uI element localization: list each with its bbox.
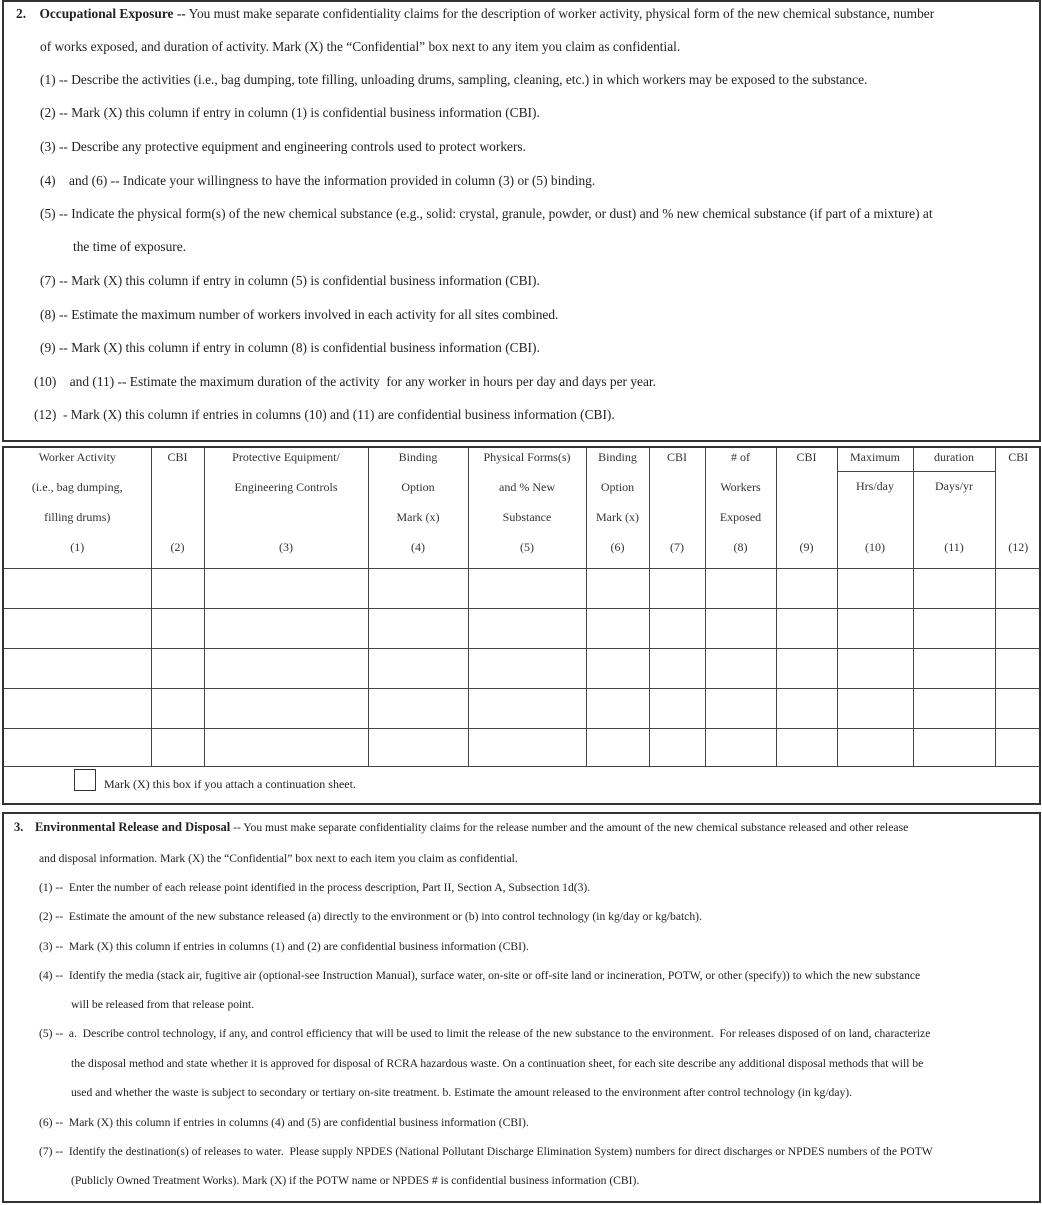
table-cell[interactable] (151, 649, 204, 689)
header-protective-equipment: Protective Equipment/ Engineering Controls (3) (204, 448, 368, 569)
table-cell[interactable] (837, 729, 913, 767)
section-3-item: (7) -- Identify the destination(s) of releases to water. Please supply NPDES (National Pollutant Discharge Elimination System) numbers for direct discharges or NPDES numbers of the POTW (39, 1145, 933, 1158)
table-header-row (4, 448, 1041, 569)
section-2-item: (5) -- Indicate the physical form(s) of the new chemical substance (e.g., solid: crystal, granule, powder, or dust) and % new chemical substance (if part of a mixture) at (40, 206, 933, 221)
continuation-sheet-label: Mark (X) this box if you attach a continuation sheet. (104, 777, 356, 791)
section-2-item: (9) -- Mark (X) this column if entry in column (8) is confidential business information (CBI). (40, 340, 540, 355)
table-row[interactable] (4, 729, 1041, 767)
table-row[interactable] (4, 569, 1041, 609)
table-cell[interactable] (204, 729, 368, 767)
table-cell[interactable] (705, 689, 776, 729)
table-cell[interactable] (368, 649, 468, 689)
table-cell[interactable] (368, 729, 468, 767)
section-3-item: (4) -- Identify the media (stack air, fugitive air (optional-see Instruction Manual), surface water, on-site or off-site land or incineration, POTW, or other (specify)) to which the new substance (39, 969, 921, 982)
exposure-grid (4, 448, 1041, 767)
table-cell[interactable] (776, 649, 837, 689)
section-3-item: (2) -- Estimate the amount of the new substance released (a) directly to the environment or (b) into control technology (in kg/day or kg/batch). (39, 910, 702, 923)
section-3-item-continued: (Publicly Owned Treatment Works). Mark (X) if the POTW name or NPDES # is confidential business information (CBI). (71, 1174, 640, 1187)
section-2-item: (3) -- Describe any protective equipment and engineering controls used to protect workers. (40, 139, 526, 154)
section-3-item: (1) -- Enter the number of each release point identified in the process description, Part II, Section A, Subsection 1d(3). (39, 881, 591, 894)
table-cell[interactable] (995, 569, 1041, 609)
table-cell[interactable] (776, 729, 837, 767)
table-cell[interactable] (913, 569, 995, 609)
table-row[interactable] (4, 689, 1041, 729)
table-cell[interactable] (837, 609, 913, 649)
section-2-intro-text-1: You must make separate confidentiality claims for the description of worker activity, physical form of the new chemical substance, number (185, 6, 935, 21)
section-2-item: (1) -- Describe the activities (i.e., bag dumping, tote filling, unloading drums, sampling, cleaning, etc.) in which workers may be exposed to the substance. (40, 72, 868, 87)
table-cell[interactable] (586, 609, 649, 649)
table-cell[interactable] (913, 689, 995, 729)
table-cell[interactable] (837, 689, 913, 729)
table-cell[interactable] (151, 569, 204, 609)
section-3-item: (3) -- Mark (X) this column if entries in columns (1) and (2) are confidential business information (CBI). (39, 940, 529, 953)
table-cell[interactable] (649, 649, 705, 689)
table-cell[interactable] (995, 729, 1041, 767)
section-2-heading: Occupational Exposure -- (39, 6, 186, 21)
table-cell[interactable] (995, 609, 1041, 649)
table-cell[interactable] (151, 609, 204, 649)
header-max-hrs-day: Maximum Hrs/day (10) (837, 448, 913, 569)
table-cell[interactable] (913, 649, 995, 689)
table-cell[interactable] (204, 609, 368, 649)
section-2-item: (10) and (11) -- Estimate the maximum duration of the activity for any worker in hours per day and days per year. (34, 374, 656, 389)
table-cell[interactable] (468, 649, 586, 689)
table-cell[interactable] (151, 729, 204, 767)
header-worker-activity: Worker Activity (i.e., bag dumping, filling drums) (1) (4, 448, 151, 569)
section-3-environmental-release (2, 812, 1041, 1203)
table-cell[interactable] (649, 729, 705, 767)
section-2-intro-line-1 (16, 6, 934, 22)
section-3-item: (6) -- Mark (X) this column if entries in columns (4) and (5) are confidential business information (CBI). (39, 1116, 529, 1129)
section-3-item-continued: the disposal method and state whether it is approved for disposal of RCRA hazardous waste. On a continuation sheet, for each site describe any additional disposal methods that will be (71, 1057, 924, 1070)
section-2-item: (12) - Mark (X) this column if entries in columns (10) and (11) are confidential business information (CBI). (34, 407, 615, 422)
table-cell[interactable] (468, 689, 586, 729)
table-cell[interactable] (586, 689, 649, 729)
header-workers-exposed: # of Workers Exposed (8) (705, 448, 776, 569)
section-3-number: 3. (14, 820, 24, 834)
section-2-item: (7) -- Mark (X) this column if entry in column (5) is confidential business information (CBI). (40, 273, 540, 288)
table-cell[interactable] (468, 569, 586, 609)
table-row[interactable] (4, 649, 1041, 689)
table-cell[interactable] (913, 729, 995, 767)
header-cbi-12: CBI (12) (995, 448, 1041, 569)
table-cell[interactable] (586, 649, 649, 689)
section-3-item: (5) -- a. Describe control technology, if any, and control efficiency that will be used to limit the release of the new substance to the environment. For releases disposed of on land, characterize (39, 1027, 931, 1040)
table-cell[interactable] (913, 609, 995, 649)
table-cell[interactable] (705, 729, 776, 767)
table-cell[interactable] (995, 649, 1041, 689)
table-cell[interactable] (649, 689, 705, 729)
section-3-intro-text-1: -- You must make separate confidentiality claims for the release number and the amount of the new chemical substance released and other release (230, 821, 909, 834)
section-2-number: 2. (16, 6, 27, 21)
table-cell[interactable] (649, 609, 705, 649)
table-cell[interactable] (4, 649, 151, 689)
table-cell[interactable] (468, 609, 586, 649)
section-2-item: (8) -- Estimate the maximum number of workers involved in each activity for all sites combined. (40, 307, 559, 322)
section-3-heading: Environmental Release and Disposal (34, 820, 231, 834)
header-binding-option-6: Binding Option Mark (x) (6) (586, 448, 649, 569)
header-cbi-2: CBI (2) (151, 448, 204, 569)
section-2-item: (4) and (6) -- Indicate your willingness to have the information provided in column (3) or (5) binding. (40, 173, 596, 188)
table-cell[interactable] (368, 569, 468, 609)
table-cell[interactable] (705, 569, 776, 609)
section-2-intro-text-2: of works exposed, and duration of activity. Mark (X) the “Confidential” box next to any item you claim as confidential. (40, 39, 681, 54)
table-cell[interactable] (776, 569, 837, 609)
table-cell[interactable] (4, 569, 151, 609)
section-3-item-continued: will be released from that release point. (71, 998, 255, 1011)
section-2-item-continued: the time of exposure. (73, 239, 187, 254)
table-cell[interactable] (776, 609, 837, 649)
table-cell[interactable] (586, 729, 649, 767)
occupational-exposure-table (2, 446, 1041, 805)
section-3-intro-text-2: and disposal information. Mark (X) the “Confidential” box next to each item you claim as confidential. (39, 852, 518, 865)
section-3-item-continued: used and whether the waste is subject to secondary or tertiary on-site treatment. b. Estimate the amount released to the environment after control technology (in kg/day). (71, 1086, 853, 1099)
section-2-occupational-exposure (2, 0, 1041, 442)
table-cell[interactable] (468, 729, 586, 767)
table-cell[interactable] (368, 689, 468, 729)
table-cell[interactable] (151, 689, 204, 729)
section-3-intro-line-1 (14, 820, 908, 835)
table-cell[interactable] (4, 689, 151, 729)
table-cell[interactable] (995, 689, 1041, 729)
table-row[interactable] (4, 609, 1041, 649)
table-cell[interactable] (649, 569, 705, 609)
table-cell[interactable] (705, 609, 776, 649)
table-cell[interactable] (204, 569, 368, 609)
table-cell[interactable] (4, 729, 151, 767)
table-cell[interactable] (705, 649, 776, 689)
table-cell[interactable] (776, 689, 837, 729)
table-cell[interactable] (204, 689, 368, 729)
table-cell[interactable] (837, 649, 913, 689)
continuation-sheet-checkbox[interactable] (74, 769, 96, 791)
header-binding-option-4: Binding Option Mark (x) (4) (368, 448, 468, 569)
table-cell[interactable] (204, 649, 368, 689)
table-cell[interactable] (368, 609, 468, 649)
header-duration-days-yr: duration Days/yr (11) (913, 448, 995, 569)
table-cell[interactable] (837, 569, 913, 609)
table-cell[interactable] (4, 609, 151, 649)
header-cbi-9: CBI (9) (776, 448, 837, 569)
section-2-item: (2) -- Mark (X) this column if entry in column (1) is confidential business information (CBI). (40, 105, 540, 120)
table-cell[interactable] (586, 569, 649, 609)
header-cbi-7: CBI (7) (649, 448, 705, 569)
header-physical-forms: Physical Forms(s) and % New Substance (5) (468, 448, 586, 569)
